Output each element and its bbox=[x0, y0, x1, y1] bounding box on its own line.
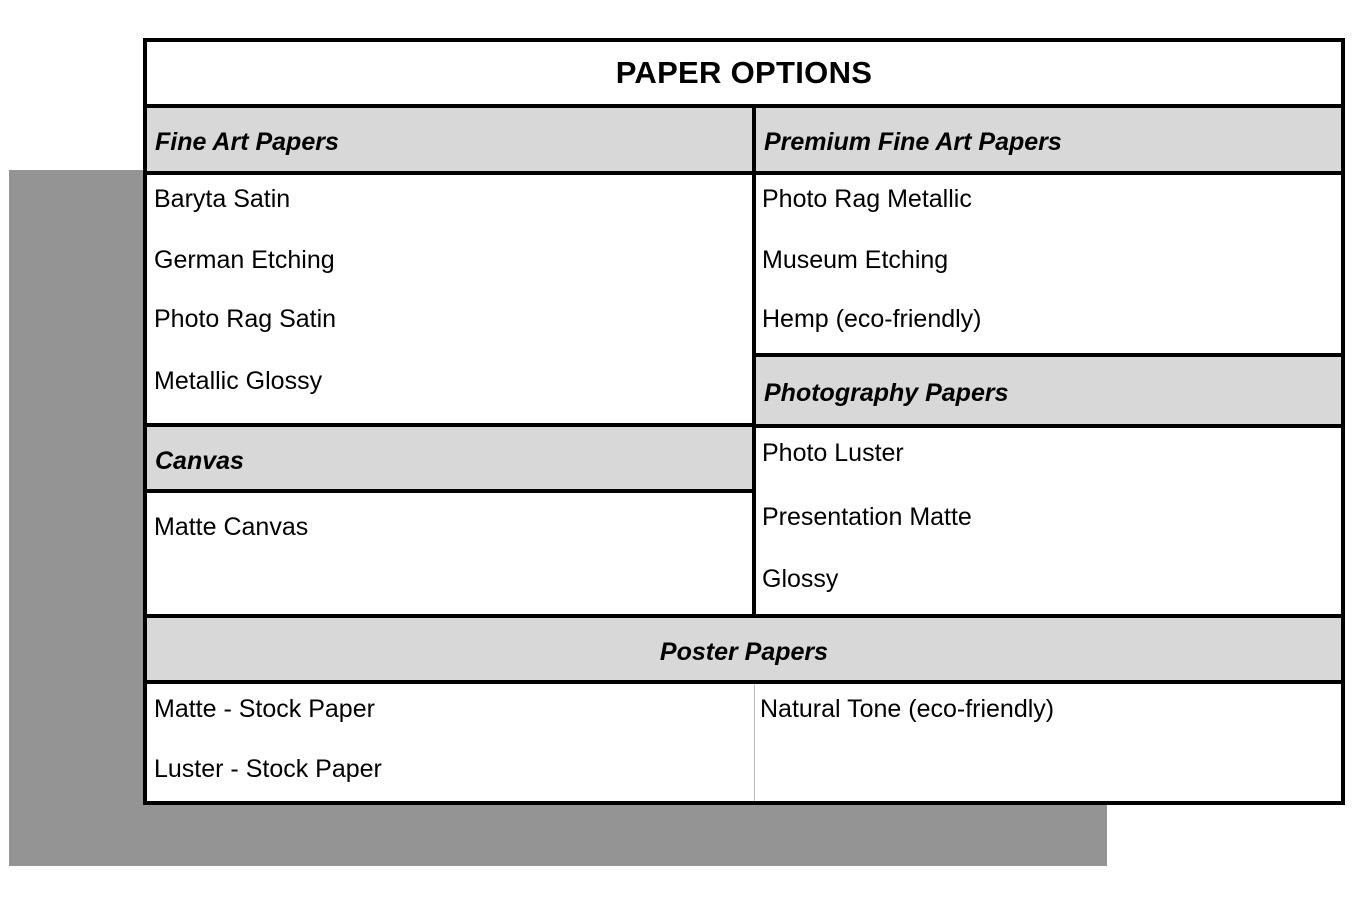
list-item: Glossy bbox=[762, 565, 839, 593]
list-item: Photo Rag Metallic bbox=[762, 185, 972, 213]
divider bbox=[752, 424, 1341, 428]
list-item: Baryta Satin bbox=[154, 185, 291, 213]
column-divider-thin bbox=[754, 684, 755, 801]
section-header-label: Photography Papers bbox=[764, 379, 1009, 407]
column-divider bbox=[752, 108, 756, 618]
section-header-label: Premium Fine Art Papers bbox=[764, 128, 1062, 156]
list-item: Matte - Stock Paper bbox=[154, 695, 375, 723]
section-header-canvas bbox=[147, 427, 752, 489]
list-item: Presentation Matte bbox=[762, 503, 972, 531]
paper-options-table bbox=[143, 38, 1345, 805]
section-header-premium-fine-art bbox=[756, 108, 1341, 171]
list-item: Photo Luster bbox=[762, 439, 904, 467]
section-header-label: Poster Papers bbox=[659, 637, 829, 666]
list-item: Hemp (eco-friendly) bbox=[762, 305, 982, 333]
list-item: Photo Rag Satin bbox=[154, 305, 337, 333]
list-item: Museum Etching bbox=[762, 246, 949, 274]
list-item: Metallic Glossy bbox=[154, 367, 323, 395]
list-item: Matte Canvas bbox=[154, 513, 309, 541]
list-item: Natural Tone (eco-friendly) bbox=[760, 695, 1055, 723]
section-header-poster bbox=[147, 618, 1341, 680]
section-header-label: Fine Art Papers bbox=[155, 128, 339, 156]
section-header-label: Canvas bbox=[155, 446, 244, 475]
table-title: PAPER OPTIONS bbox=[147, 42, 1341, 108]
divider bbox=[147, 171, 1341, 175]
section-header-fine-art bbox=[147, 108, 752, 171]
list-item: German Etching bbox=[154, 246, 335, 274]
drop-shadow-left bbox=[9, 170, 145, 866]
divider bbox=[147, 680, 1341, 684]
drop-shadow-bottom bbox=[9, 800, 1107, 866]
divider bbox=[147, 489, 754, 493]
list-item: Luster - Stock Paper bbox=[154, 755, 382, 783]
section-header-photography bbox=[756, 357, 1341, 424]
